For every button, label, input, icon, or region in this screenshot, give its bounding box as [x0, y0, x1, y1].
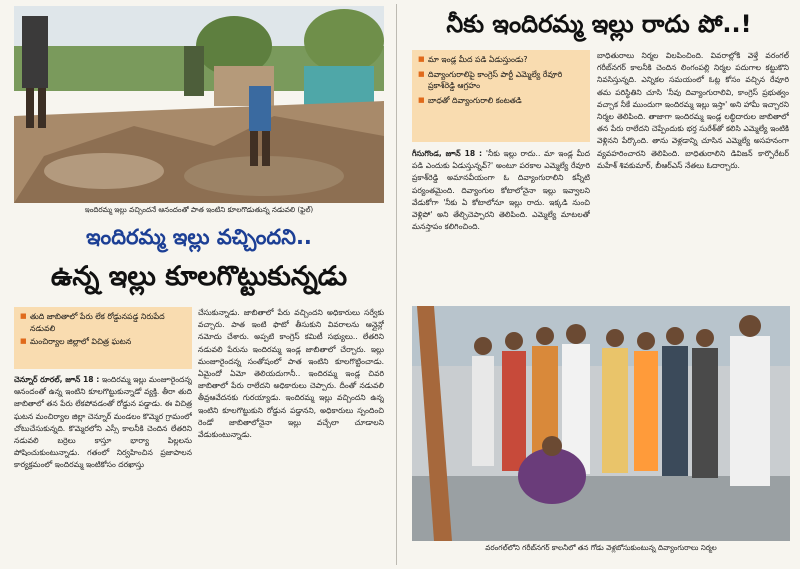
- highlight-item: ■ తుది జాబితాలో పేరు లేక రోడ్డునపడ్డ నిరుపేద నడువలి: [20, 311, 186, 334]
- group-photo: [412, 306, 790, 541]
- article-column-right-1: [412, 148, 590, 300]
- article-column-left-1: [14, 374, 192, 566]
- dateline: గీసుగొండ, జూన్ 18 :: [412, 149, 483, 158]
- article-column-left-2: [198, 307, 384, 566]
- column-text: బాధితురాలు నిర్మల విలపించింది. వివరాల్లోకి వెళ్తే వరంగల్ గరీబ్‌నగర్ కాలనీకి చెందిన లింగంపల్లి నిర్మల పదుగాల కట్టుకొని నివసిస్తున్నది. ఎన్నికల సమయంలో ఓట్ల కోసం వచ్చిన రేవూరి తమ పరిస్థితిని చూసి 'నీవు దివ్యాంగురాలివి, కాంగ్రెస్ ప్రభుత్వం వచ్చాక నీకే ముందుగా ఇందిరమ్మ ఇల్లు ఇస్తా' అని హామీ ఇచ్చారని నిర్మల తెలిపింది. తాజాగా ఇందిరమ్మ ఇండ్ల లబ్ధిదారుల జాబితాలో తన పేరు రాలేదని చెప్పేందుకు భర్త సురేశ్‌తో కలిసి ఎమ్మెల్యే ఇంటికి వెళ్లినని పేర్కొంది. తాను వెళ్లడాన్ని చూసిన ఎమ్మెల్యే అసహనంగా వ్యవహరించారని తెలిపింది. బాధితురాలిని డివిజన్ కార్పొరేటర్ మహేశ్ శివకుమార్, బీఆర్‌ఎస్ నేతలు ఓదార్చారు.: [597, 51, 789, 170]
- column-text: చేసుకున్నాడు. జాబితాలో పేరు వచ్చిందని అధికారులు సర్వేకు వచ్చారు. పాత ఇంటి ఫొటో తీసుకుని వివరాలను ఆన్లైన్లో నమోదు చేశారు. అప్పటి కాంగ్రెస్ కమిటీ సభ్యులు.. లేతరిని నడువలి పేరును ఇందిరమ్మ ఇండ్ల జాబితాలో చేర్చారు. ఇల్లు మంజూరైందన్న సంతోషంలో పాత ఇంటిని కూలగొట్టించాడు. ఏమైందో ఏమో తెలియదుగానీ.. ఇందిరమ్మ ఇండ్ల చివరి జాబితాలో పేరు రాలేదని అధికారులు చెప్పారు. దీంతో నడువలి తీవ్రఆవేదనకు గురయ్యాడు. ఇందిరమ్మ ఇల్లు వచ్చిందని ఉన్న ఇంటిని కూలగొట్టుకుని రోడ్డున పడ్డానని, అధికారులు స్పందించి రెండో జాబితాలోనైనా ఇల్లు వచ్చేలా చూడాలని వేడుకుంటున్నాడు.: [198, 308, 384, 440]
- column-text: ఇందిరమ్మ ఇల్లు మంజూరైందన్న ఆనందంతో ఉన్న ఇంటిని కూలగొట్టుకున్నాడో వ్యక్తి. తీరా తుది జాబితాలో తన పేరు లేకపోవడంతో రోడ్డున పడ్డాడు. ఈ విచిత్ర ఘటన మంచిర్యాల జిల్లా చెన్నూర్ మండలం కొమ్మెర గ్రామంలో చోటుచేసుకున్నది. కొమ్మెరలోని ఎస్సీ కాలనీకి చెందిన లేతరిని నడువలి బర్రెలు కాస్తూ భార్యా పిల్లలను పోషించుకుంటున్నాడు. గతంలో నిర్వహించిన ప్రజాపాలన కార్యక్రమంలో ఇందిరమ్మ ఇంటికోసం దరఖాస్తు: [14, 375, 192, 470]
- main-headline-right: నీకు ఇందిరమ్మ ఇల్లు రాదు పో..!: [446, 10, 752, 38]
- main-headline-left: ఉన్న ఇల్లు కూలగొట్టుకున్నడు: [50, 261, 348, 292]
- column-divider: [396, 4, 397, 565]
- highlight-item: ■ మా ఇండ్ల మీద పడి ఏడుస్తుండు?: [418, 54, 584, 66]
- article-column-right-2: [597, 50, 789, 300]
- highlight-item: ■ దివ్యాంగురాలిపై కాంగ్రెస్ పార్టీ ఎమ్మెల్యే రేవూరి ప్రకాశ్‌రెడ్డి ఆగ్రహం: [418, 69, 584, 92]
- photo-caption-right: వరంగల్‌లోని గరీబ్‌నగర్ కాలనీలో తన గోడు వెళ్లబోసుకుంటున్న దివ్యాంగురాలు నిర్మల: [485, 543, 717, 552]
- highlights-box-left: [14, 307, 192, 369]
- dateline: చెన్నూర్ రూరల్, జూన్ 18 :: [14, 375, 100, 384]
- column-text: 'నీకు ఇల్లు రాదు.. మా ఇండ్ల మీద పడి ఎందుకు ఏడుస్తున్నవ్?' అంటూ పరకాల ఎమ్మెల్యే రేవూరి ప్రకాశ్‌రెడ్డి అమానవీయంగా ఓ దివ్యాంగురాలిని కన్నీటి పర్యంతమైంది. దివ్యాంగుల కోటాలోనైనా ఇల్లు ఇవ్వాలని వేడుకోగా 'నీకు ఏ కోటాలోనూ ఇల్లు రాదు. ఇక్కడి నుంచి వెళ్లిపో' అని తేల్చిచెప్పారని తెలిపింది. ఎమ్మెల్యే మాటలతో మనస్తాపం కలిగించింది.: [412, 149, 590, 232]
- demolition-photo: [14, 6, 384, 203]
- photo-caption-left: ఇందిరమ్మ ఇల్లు వచ్చిందనే ఆనందంతో పాత ఇంటిని కూలగొడుతున్న నడువలి (ఫైల్): [84, 205, 314, 214]
- kicker-headline: ఇందిరమ్మ ఇల్లు వచ్చిందని..: [86, 225, 312, 249]
- highlight-item: ■ బాధతో దివ్యాంగురాలి కంటతడి: [418, 95, 584, 107]
- highlights-box-right: [412, 50, 590, 142]
- highlight-item: ■ మంచిర్యాల జిల్లాలో విచిత్ర ఘటన: [20, 336, 186, 348]
